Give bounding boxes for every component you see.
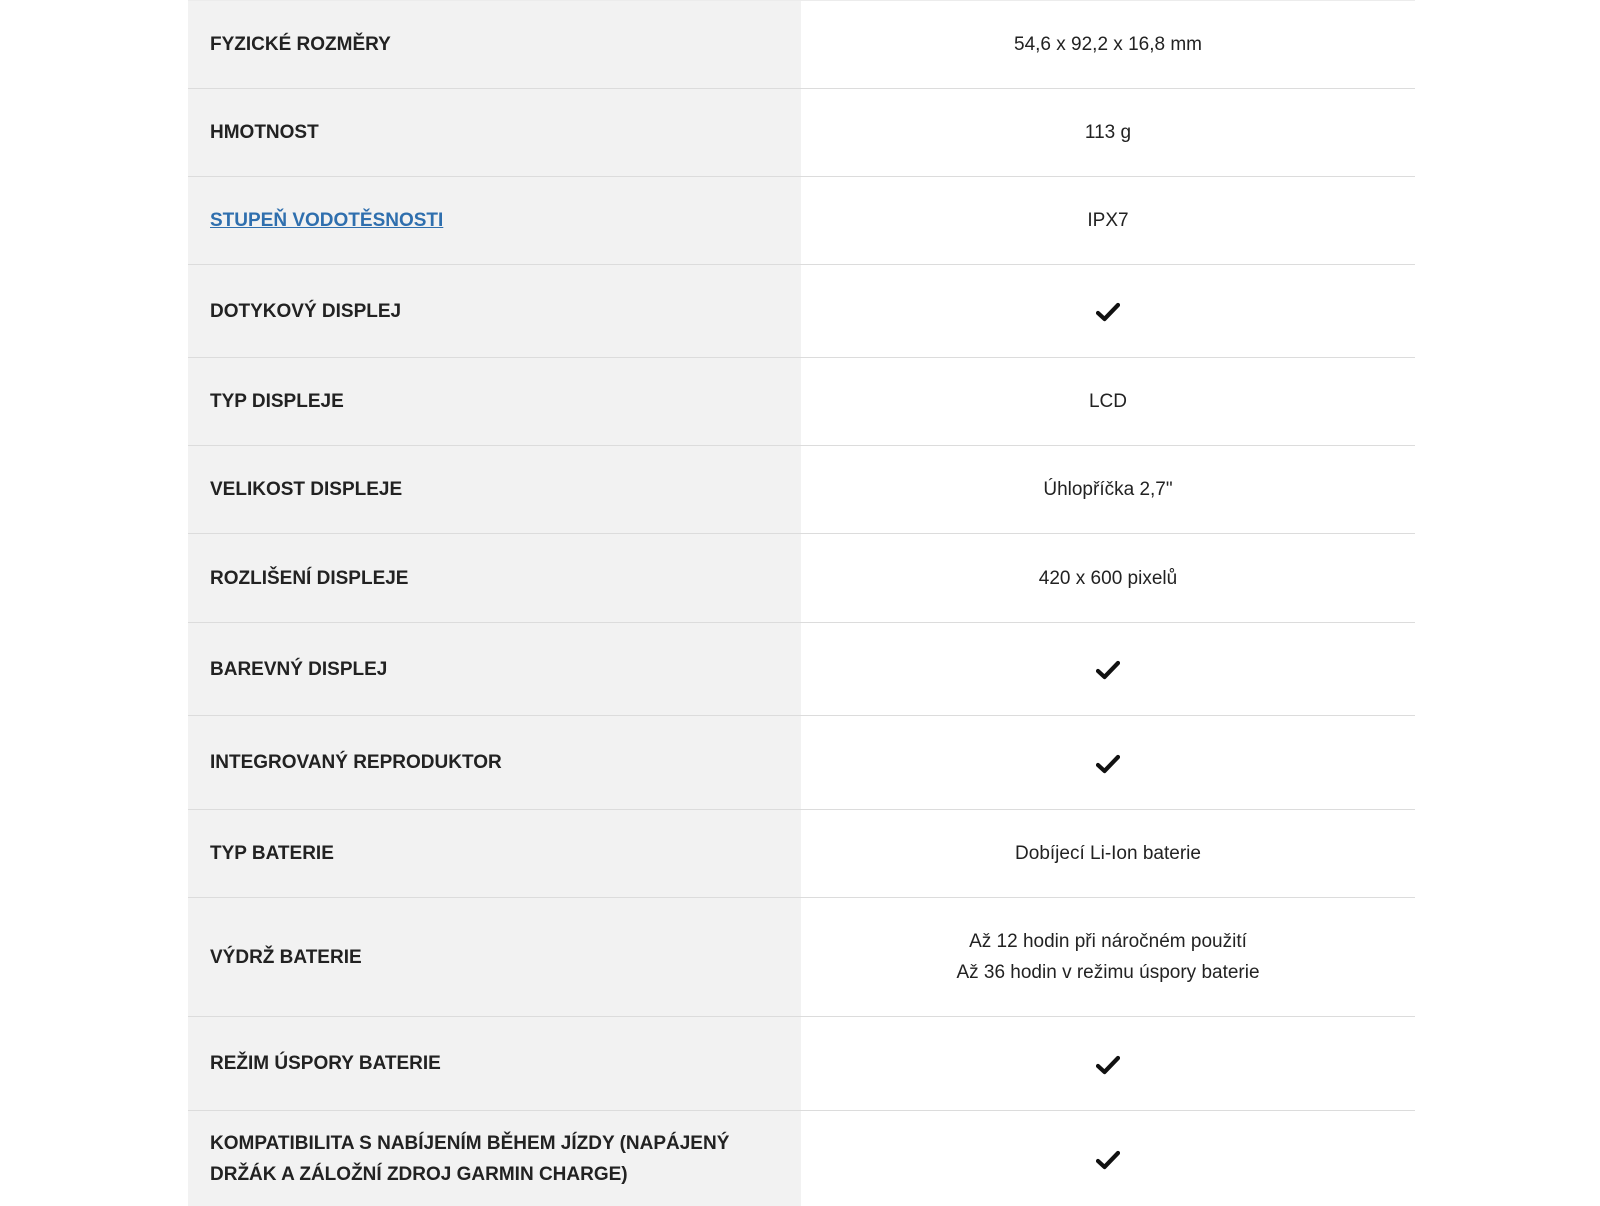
spec-value-cell <box>801 446 1415 533</box>
spec-value: 54,6 x 92,2 x 16,8 mm <box>1014 34 1202 55</box>
checkmark-icon <box>1096 753 1120 773</box>
spec-label-cell <box>188 534 801 622</box>
spec-row <box>188 264 1415 357</box>
spec-label-cell <box>188 623 801 715</box>
spec-value: 113 g <box>1084 122 1132 143</box>
spec-row <box>188 176 1415 264</box>
spec-row <box>188 357 1415 445</box>
spec-value-cell <box>801 89 1415 176</box>
spec-row <box>188 533 1415 622</box>
spec-value-cell <box>801 716 1415 809</box>
checkmark-icon <box>1096 1054 1120 1074</box>
spec-label-link[interactable]: STUPEŇ VODOTĚSNOSTI <box>210 210 444 231</box>
spec-row <box>188 445 1415 533</box>
spec-label-cell <box>188 898 801 1016</box>
spec-label-cell <box>188 1017 801 1110</box>
spec-label: ROZLIŠENÍ DISPLEJE <box>210 567 409 589</box>
spec-value-cell <box>801 534 1415 622</box>
spec-label: KOMPATIBILITA S NABÍJENÍM BĚHEM JÍZDY (NAPÁJENÝ DRŽÁK A ZÁLOŽNÍ ZDROJ GARMIN CHARGE) <box>210 1132 730 1185</box>
spec-label: INTEGROVANÝ REPRODUKTOR <box>210 752 502 773</box>
specs-table <box>188 0 1415 1206</box>
spec-value: Úhlopříčka 2,7" <box>1043 479 1173 500</box>
spec-label: DOTYKOVÝ DISPLEJ <box>210 300 402 322</box>
spec-value-cell <box>801 898 1415 1016</box>
spec-label-cell <box>188 265 801 357</box>
spec-row <box>188 1110 1415 1206</box>
spec-value: LCD <box>1088 391 1127 412</box>
spec-row <box>188 622 1415 715</box>
spec-label: TYP BATERIE <box>210 843 334 864</box>
checkmark-icon <box>1096 659 1120 679</box>
spec-row <box>188 88 1415 176</box>
spec-value: 420 x 600 pixelů <box>1038 567 1178 589</box>
spec-value: Až 36 hodin v režimu úspory baterie <box>956 962 1260 983</box>
spec-label: REŽIM ÚSPORY BATERIE <box>210 1053 441 1074</box>
spec-value-cell <box>801 265 1415 357</box>
spec-label: HMOTNOST <box>210 122 319 143</box>
spec-label: TYP DISPLEJE <box>210 391 344 412</box>
spec-label-cell <box>188 716 801 809</box>
spec-value-cell <box>801 1017 1415 1110</box>
spec-label-cell <box>188 358 801 445</box>
spec-label-cell <box>188 177 801 264</box>
spec-label: VÝDRŽ BATERIE <box>210 946 362 968</box>
spec-row <box>188 809 1415 897</box>
spec-value-cell <box>801 810 1415 897</box>
spec-value-cell <box>801 623 1415 715</box>
spec-value-cell <box>801 177 1415 264</box>
spec-row <box>188 0 1415 88</box>
spec-row <box>188 897 1415 1016</box>
spec-label-cell <box>188 89 801 176</box>
spec-value: Až 12 hodin při náročném použití <box>969 931 1247 952</box>
spec-row <box>188 715 1415 809</box>
spec-label-cell <box>188 1 801 88</box>
spec-row <box>188 1016 1415 1110</box>
checkmark-icon <box>1096 1149 1120 1169</box>
spec-label: VELIKOST DISPLEJE <box>210 479 403 500</box>
spec-label: FYZICKÉ ROZMĚRY <box>210 34 391 55</box>
spec-value: IPX7 <box>1087 210 1129 231</box>
spec-value-cell <box>801 358 1415 445</box>
spec-label: BAREVNÝ DISPLEJ <box>210 658 388 680</box>
spec-value-cell <box>801 1111 1415 1206</box>
spec-value-cell <box>801 1 1415 88</box>
spec-value: Dobíjecí Li-Ion baterie <box>1015 843 1201 864</box>
checkmark-icon <box>1096 301 1120 321</box>
spec-label-cell <box>188 1111 801 1206</box>
spec-label-cell <box>188 446 801 533</box>
spec-label-cell <box>188 810 801 897</box>
